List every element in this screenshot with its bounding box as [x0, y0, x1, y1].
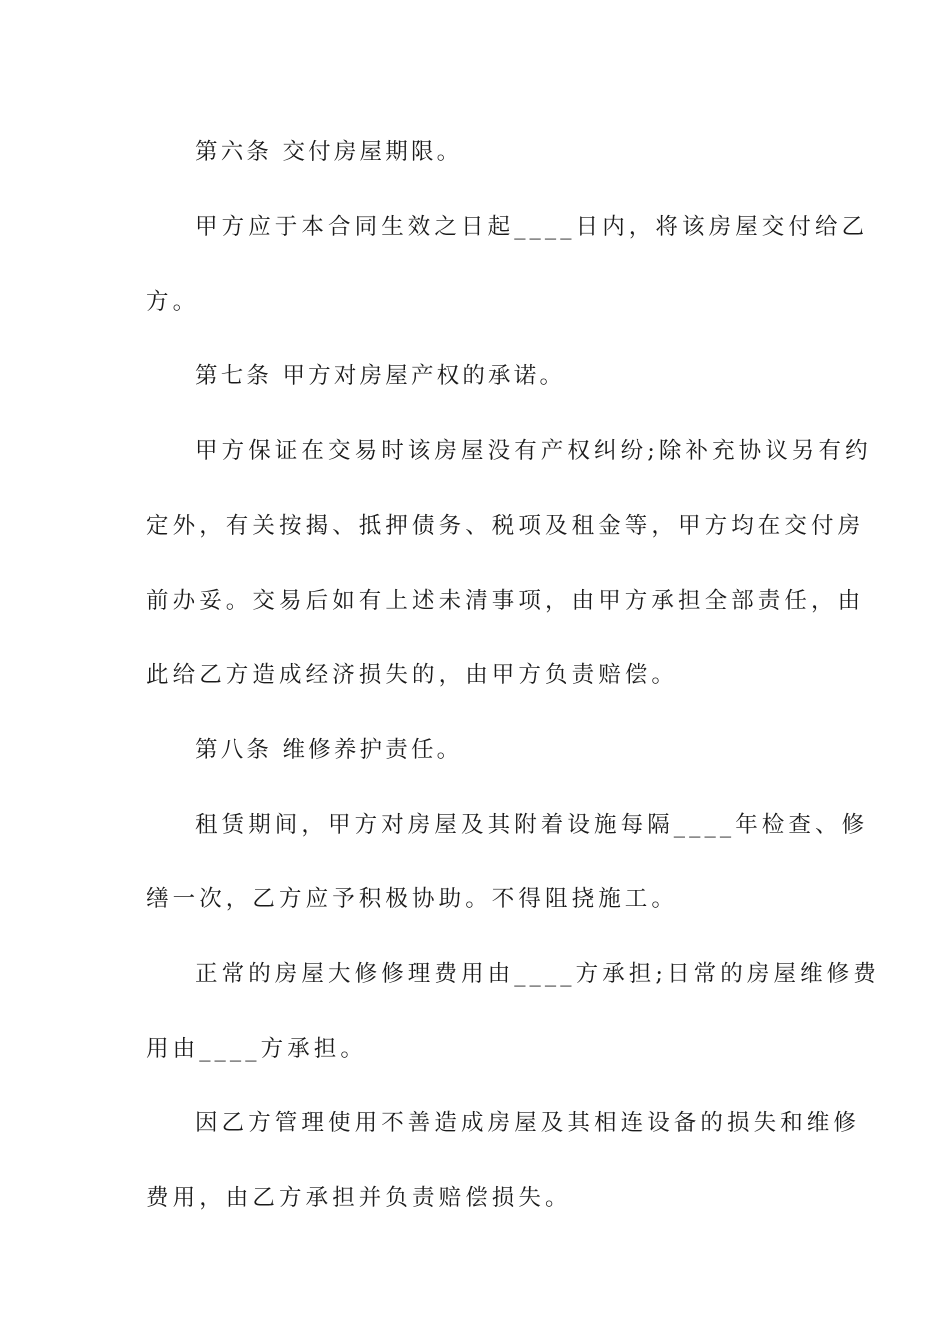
paragraph-line: 前办妥。交易后如有上述未清事项，由甲方承担全部责任，由 [146, 588, 865, 614]
article-7-heading: 第七条 甲方对房屋产权的承诺。 [195, 363, 566, 389]
paragraph-line: 用由____方承担。 [146, 1036, 368, 1062]
paragraph-line: 此给乙方造成经济损失的，由甲方负责赔偿。 [146, 662, 679, 688]
paragraph-line: 缮一次，乙方应予积极协助。不得阻挠施工。 [146, 886, 679, 912]
paragraph-line: 费用，由乙方承担并负责赔偿损失。 [146, 1185, 572, 1211]
paragraph-line: 租赁期间，甲方对房屋及其附着设施每隔____年检查、修 [195, 812, 869, 838]
paragraph-line: 定外，有关按揭、抵押债务、税项及租金等，甲方均在交付房 [146, 513, 865, 539]
article-8-heading: 第八条 维修养护责任。 [195, 737, 463, 763]
paragraph-line: 方。 [146, 289, 200, 315]
paragraph-line: 因乙方管理使用不善造成房屋及其相连设备的损失和维修 [195, 1110, 861, 1136]
paragraph-line: 正常的房屋大修修理费用由____方承担;日常的房屋维修费 [195, 961, 880, 987]
paragraph-line: 甲方应于本合同生效之日起____日内，将该房屋交付给乙 [195, 214, 869, 240]
paragraph-line: 甲方保证在交易时该房屋没有产权纠纷;除补充协议另有约 [195, 438, 872, 464]
article-6-heading: 第六条 交付房屋期限。 [195, 139, 463, 165]
